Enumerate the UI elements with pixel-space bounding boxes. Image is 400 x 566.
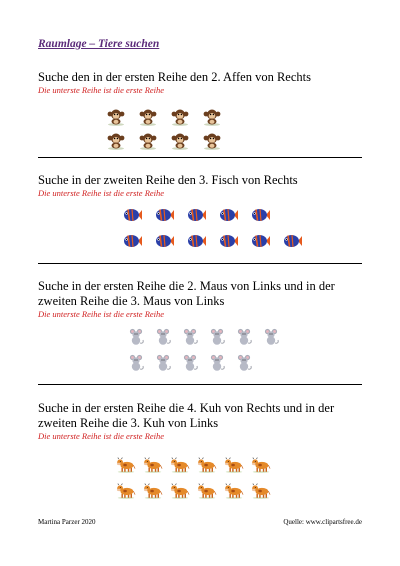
task-question: Suche den in der ersten Reihe den 2. Affen von Rechts [38,70,311,84]
monkey-icon [170,108,190,126]
monkey-icon [202,132,222,150]
fish-icon [250,206,270,224]
task-question: Suche in der ersten Reihe die 4. Kuh von Rechts und in der zweiten Reihe die 3. Kuh von Links [38,401,335,430]
cow-icon [251,482,273,500]
cow-icon [143,482,165,500]
fish-icon [250,232,270,250]
monkey-icon [202,108,222,126]
animal-row-top [106,108,234,126]
animal-row-top [126,328,288,346]
mouse-icon [153,328,173,346]
fish-icon [186,232,206,250]
fish-icon [154,232,174,250]
mouse-icon [126,354,146,372]
mouse-icon [261,328,281,346]
mouse-icon [234,328,254,346]
mouse-icon [207,328,227,346]
task-4 [38,401,362,442]
monkey-icon [138,108,158,126]
animal-row-bottom [116,482,278,500]
task-2 [38,173,362,199]
monkey-icon [138,132,158,150]
cow-icon [251,456,273,474]
animal-row-bottom [126,354,261,372]
fish-icon [218,206,238,224]
fish-icon [218,232,238,250]
animal-row-top [122,206,282,224]
cow-icon [197,456,219,474]
mouse-icon [180,354,200,372]
cow-icon [224,482,246,500]
mouse-icon [207,354,227,372]
fish-icon [122,206,142,224]
mouse-icon [180,328,200,346]
mouse-icon [126,328,146,346]
animal-row-bottom [122,232,314,250]
cow-icon [116,482,138,500]
fish-icon [122,232,142,250]
divider [38,263,362,264]
task-hint: Die unterste Reihe ist die erste Reihe [38,431,165,441]
cow-icon [143,456,165,474]
cow-icon [197,482,219,500]
page-title: Raumlage – Tiere suchen [38,38,160,50]
task-hint: Die unterste Reihe ist die erste Reihe [38,309,165,319]
task-1 [38,70,362,96]
divider [38,157,362,158]
animal-row-bottom [106,132,234,150]
cow-icon [224,456,246,474]
monkey-icon [106,108,126,126]
task-hint: Die unterste Reihe ist die erste Reihe [38,188,165,198]
task-3 [38,279,362,320]
fish-icon [154,206,174,224]
footer-author: Martina Parzer 2020 [38,518,96,526]
cow-icon [116,456,138,474]
cow-icon [170,482,192,500]
mouse-icon [234,354,254,372]
footer-source: Quelle: www.clipartsfree.de [283,518,362,526]
monkey-icon [170,132,190,150]
fish-icon [282,232,302,250]
monkey-icon [106,132,126,150]
animal-row-top [116,456,278,474]
fish-icon [186,206,206,224]
cow-icon [170,456,192,474]
task-question: Suche in der zweiten Reihe den 3. Fisch von Rechts [38,173,298,187]
divider [38,384,362,385]
task-question: Suche in der ersten Reihe die 2. Maus von Links und in der zweiten Reihe die 3. Maus von Links [38,279,335,308]
task-hint: Die unterste Reihe ist die erste Reihe [38,85,165,95]
mouse-icon [153,354,173,372]
